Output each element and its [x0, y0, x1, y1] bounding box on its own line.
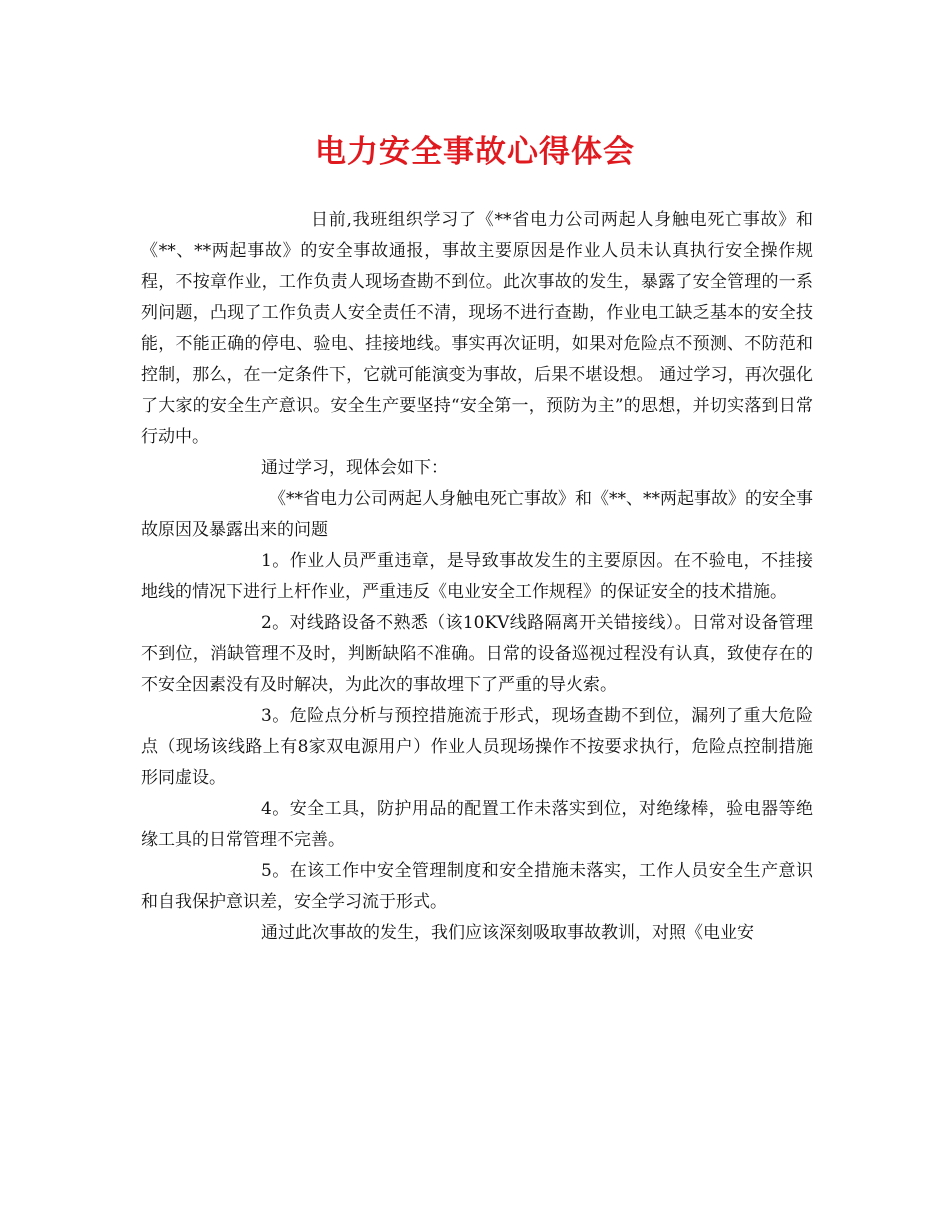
paragraph-conclusion: 通过此次事故的发生，我们应该深刻吸取事故教训，对照《电业安 [261, 923, 754, 943]
paragraph-item-5: 5。在该工作中安全管理制度和安全措施未落实，工作人员安全生产意识和自我保护意识差，安全学习流于形式。 [141, 861, 813, 912]
paragraph-item-2: 2。对线路设备不熟悉（该10KV线路隔离开关错接线）。日常对设备管理不到位，消缺管理不及时，判断缺陷不准确。日常的设备巡视过程没有认真，致使存在的不安全因素没有及时解决，为此次的事故埋下了严重的导火索。 [141, 613, 813, 695]
paragraph-item-1: 1。作业人员严重违章，是导致事故发生的主要原因。在不验电，不挂接地线的情况下进行上杆作业，严重违反《电业安全工作规程》的保证安全的技术措施。 [141, 551, 813, 602]
paragraph-summary-lead: 通过学习，现体会如下： [261, 458, 448, 478]
document-body [141, 205, 813, 949]
paragraph-item-3: 3。危险点分析与预控措施流于形式，现场查勘不到位，漏列了重大危险点（现场该线路上有8家双电源用户）作业人员现场操作不按要求执行，危险点控制措施形同虚设。 [141, 706, 813, 788]
paragraph-section-heading: 《**省电力公司两起人身触电死亡事故》和《**、**两起事故》的安全事故原因及暴露出来的问题 [141, 489, 813, 540]
document-title: 电力安全事故心得体会 [315, 134, 635, 170]
paragraph-item-4: 4。安全工具，防护用品的配置工作未落实到位，对绝缘棒，验电器等绝缘工具的日常管理不完善。 [141, 799, 813, 850]
paragraph-intro: 日前,我班组织学习了《**省电力公司两起人身触电死亡事故》和《**、**两起事故》的安全事故通报，事故主要原因是作业人员未认真执行安全操作规程，不按章作业，工作负责人现场查勘不到位。此次事故的发生，暴露了安全管理的一系列问题，凸现了工作负责人安全责任不清，现场不进行查勘，作业电工缺乏基本的安全技能，不能正确的停电、验电、挂接地线。事实再次证明，如果对危险点不预测、不防范和控制，那么，在一定条件下，它就可能演变为事故，后果不堪设想。 通过学习，再次强化了大家的安全生产意识。安全生产要坚持“安全第一，预防为主”的思想，并切实落到日常行动中。 [141, 210, 813, 447]
